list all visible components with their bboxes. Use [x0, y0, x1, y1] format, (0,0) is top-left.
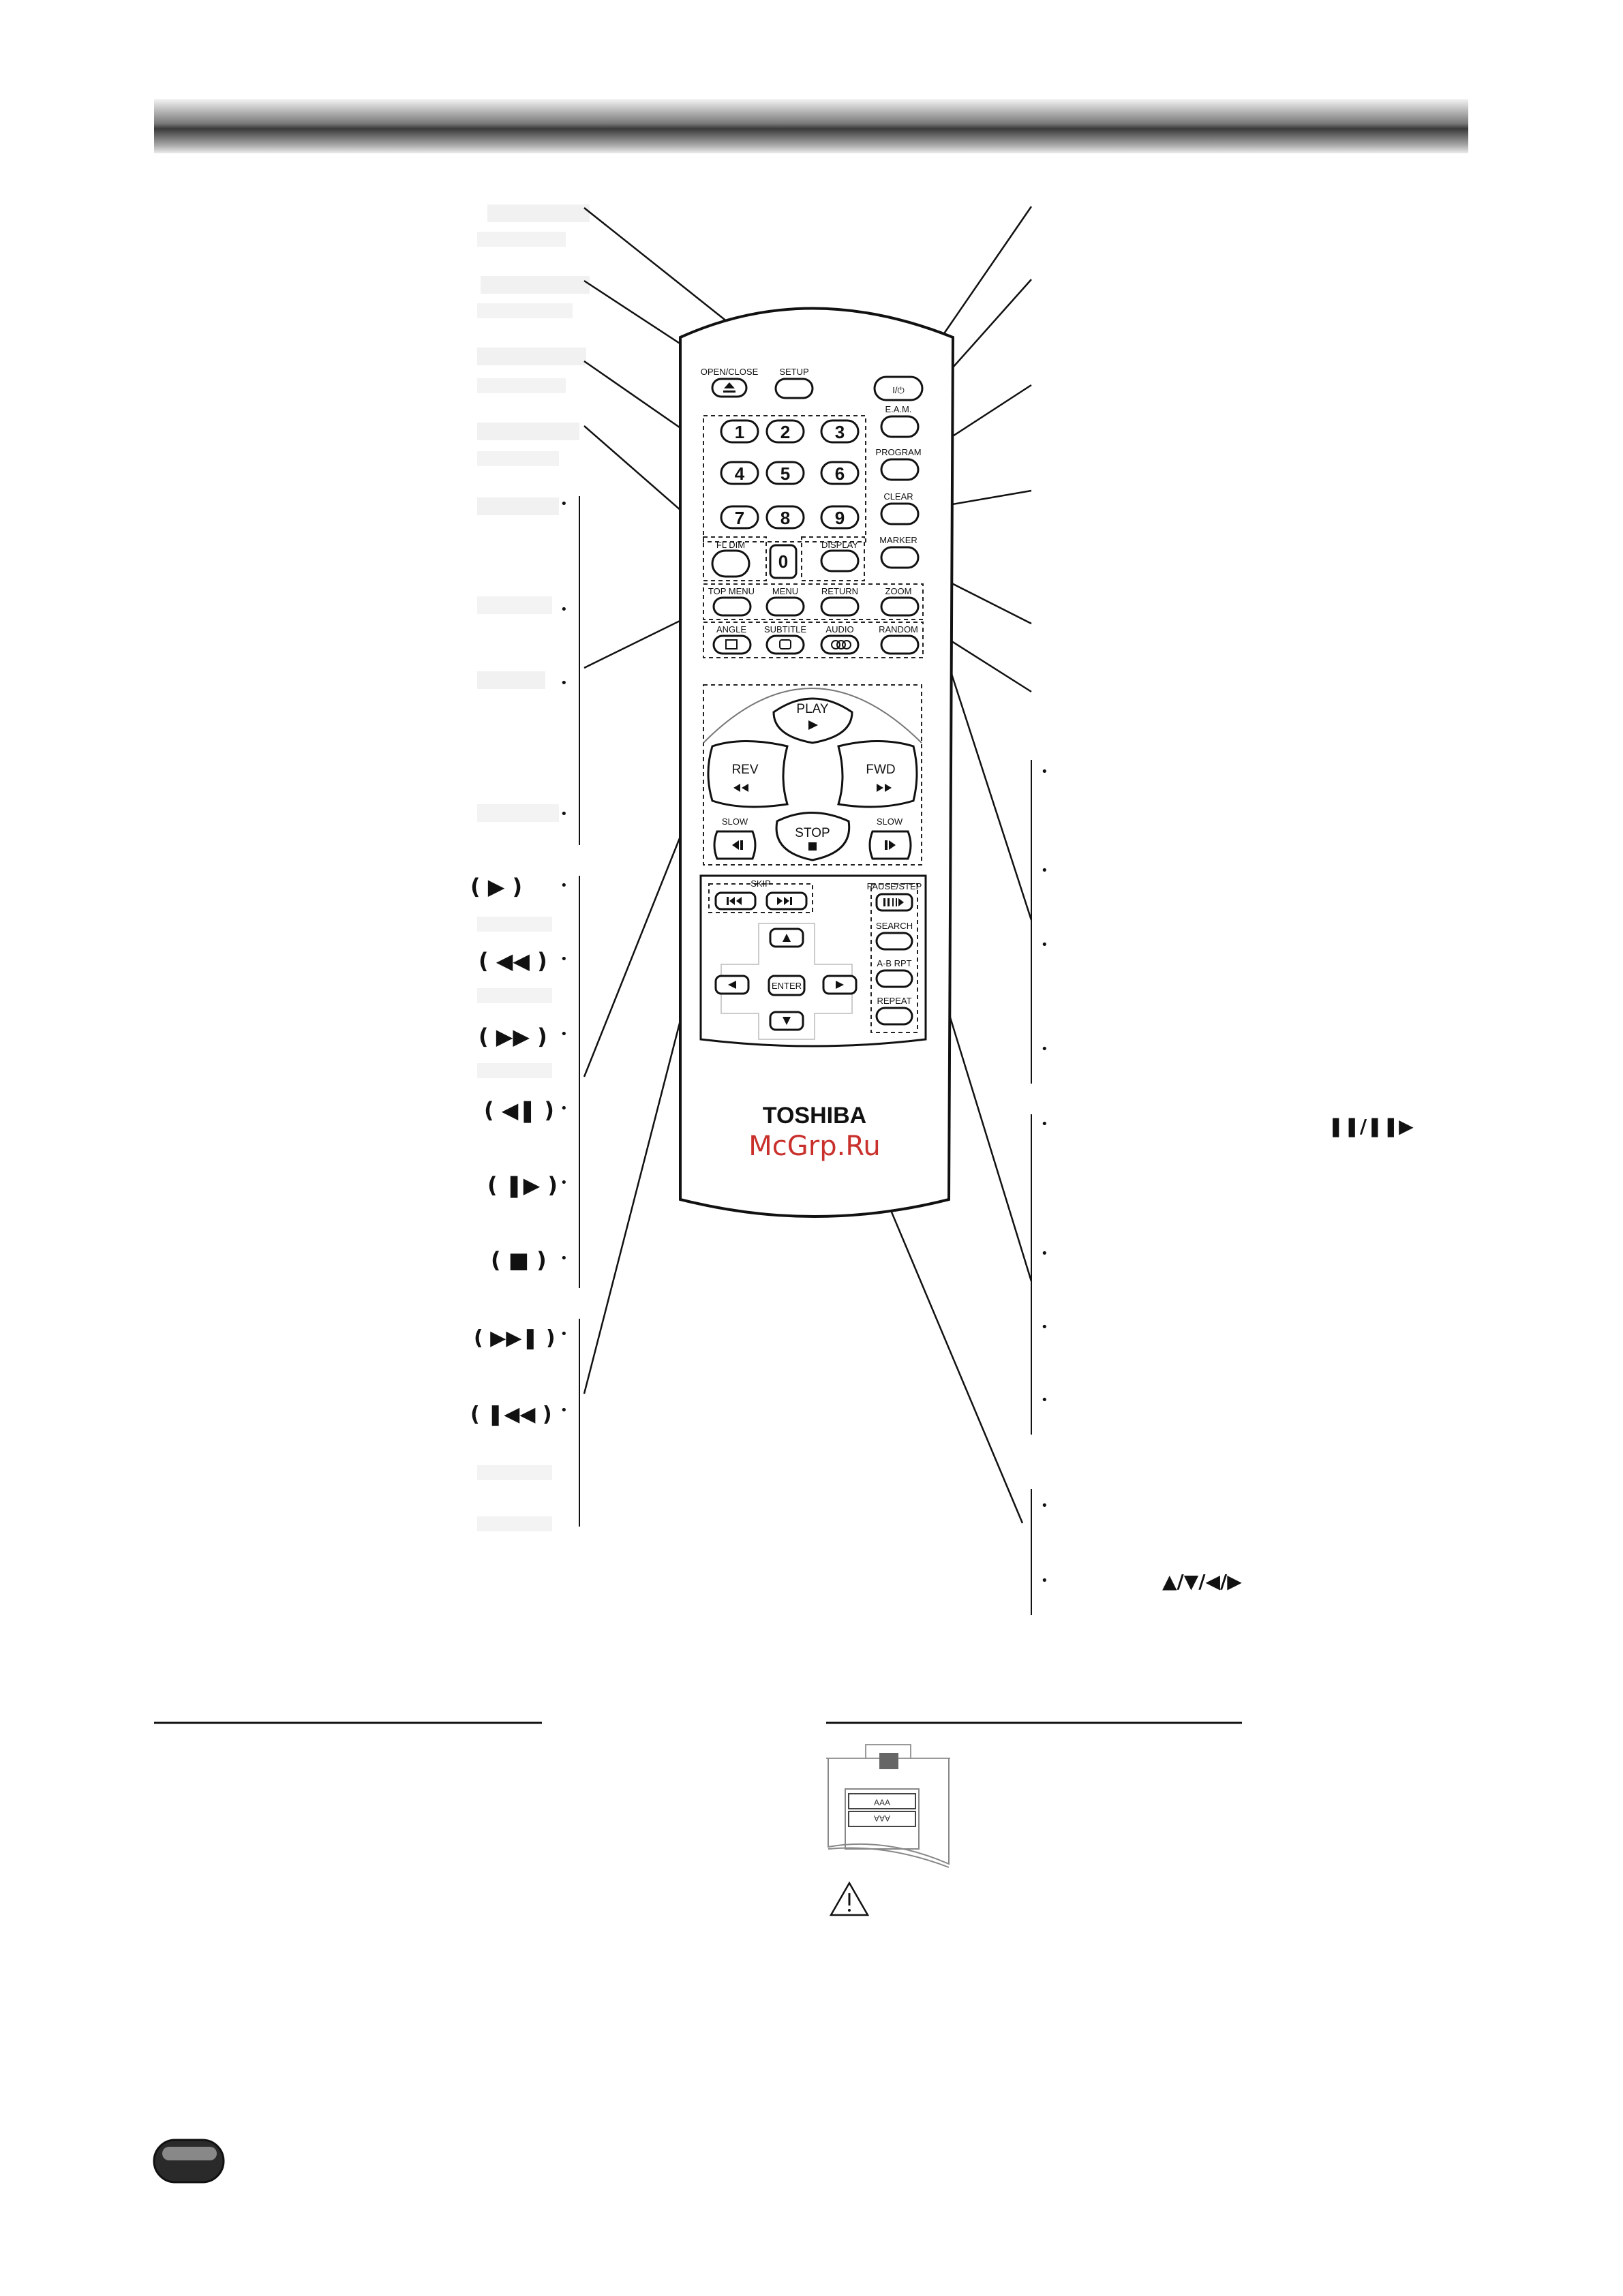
setup-label: SETUP	[779, 367, 809, 377]
bullet: •	[1041, 1246, 1048, 1261]
bullet: •	[1041, 1393, 1048, 1407]
digit-4-label: 4	[734, 463, 745, 484]
top-menu-button[interactable]	[714, 598, 750, 615]
random-button[interactable]	[881, 636, 918, 654]
stop-label: STOP	[795, 826, 830, 840]
pause-step-label: PAUSE/STEP	[866, 881, 922, 891]
digit-1-label: 1	[734, 422, 745, 442]
clear-label: CLEAR	[883, 491, 913, 502]
bullet: •	[1041, 1574, 1048, 1588]
digit-3-label: 3	[834, 422, 845, 442]
left-bullets	[560, 497, 568, 1418]
pause-step-button[interactable]	[877, 894, 912, 910]
bullet: •	[1041, 1499, 1048, 1513]
search-label: SEARCH	[875, 921, 913, 931]
rev-symbol: ( ◀◀ )	[479, 948, 547, 974]
subtitle-button[interactable]	[767, 636, 804, 654]
zoom-label: ZOOM	[885, 586, 912, 596]
ab-rpt-label: A-B RPT	[877, 958, 912, 968]
random-label: RANDOM	[879, 624, 918, 634]
enter-label: ENTER	[771, 981, 802, 991]
right-bullets	[1041, 765, 1048, 1588]
slow-rev-symbol: ( ◀❚ )	[484, 1097, 554, 1123]
angle-label: ANGLE	[716, 624, 747, 634]
angle-button[interactable]	[714, 636, 750, 654]
skip-back-symbol: ( ❚◀◀ )	[470, 1403, 552, 1426]
zoom-button[interactable]	[881, 598, 918, 615]
menu-label: MENU	[772, 586, 799, 596]
pause-step-symbol: ❚❚/❚❚▶	[1328, 1115, 1414, 1137]
search-button[interactable]	[877, 933, 912, 949]
menu-button[interactable]	[767, 598, 804, 615]
bullet: •	[560, 602, 568, 617]
stop-symbol: ( ■ )	[491, 1247, 547, 1273]
skip-back-button[interactable]	[716, 893, 755, 909]
bullet: •	[560, 807, 568, 821]
bullet: •	[560, 1101, 568, 1116]
slow-right-label: SLOW	[876, 816, 903, 827]
bullet: •	[1041, 1117, 1048, 1131]
bullet: •	[560, 1327, 568, 1341]
warning-icon	[831, 1883, 868, 1915]
slow-fwd-symbol: ( ❚▶ )	[487, 1172, 558, 1198]
bullet: •	[1041, 1042, 1048, 1056]
bullet: •	[560, 952, 568, 966]
subtitle-label: SUBTITLE	[763, 624, 807, 634]
battery-illustration	[826, 1745, 950, 1867]
battery-label-2: AAA	[873, 1813, 891, 1823]
bullet: •	[1041, 765, 1048, 779]
digit-7-label: 7	[734, 508, 745, 528]
setup-button[interactable]	[776, 379, 813, 398]
top-menu-label: TOP MENU	[708, 586, 755, 596]
remote-control	[680, 309, 953, 1217]
skip-label: SKIP	[750, 878, 771, 889]
digit-0-label: 0	[778, 551, 789, 572]
power-icon: I/⏻	[892, 385, 905, 395]
marker-button[interactable]	[881, 547, 918, 568]
return-button[interactable]	[821, 598, 858, 615]
play-label: PLAY	[796, 702, 829, 716]
number-pad	[721, 420, 858, 528]
repeat-label: REPEAT	[877, 996, 912, 1006]
skip-fwd-symbol: ( ▶▶❚ )	[474, 1326, 556, 1350]
fwd-label: FWD	[866, 763, 896, 777]
ab-rpt-button[interactable]	[877, 970, 912, 987]
eam-label: E.A.M.	[885, 404, 912, 414]
open-close-label: OPEN/CLOSE	[700, 367, 759, 377]
slow-left-label: SLOW	[721, 816, 748, 827]
page-number-tab	[154, 2140, 224, 2182]
bullet: •	[560, 676, 568, 690]
digit-8-label: 8	[780, 508, 791, 528]
bullet: •	[560, 1251, 568, 1266]
display-label: DISPLAY	[821, 540, 858, 550]
fwd-symbol: ( ▶▶ )	[479, 1024, 547, 1050]
rev-label: REV	[731, 763, 759, 777]
digit-5-label: 5	[780, 463, 791, 484]
battery-label-1: AAA	[873, 1798, 891, 1807]
bullet: •	[1041, 863, 1048, 878]
fl-dim-label: FL DIM	[716, 540, 746, 550]
bullet: •	[1041, 1320, 1048, 1334]
program-button[interactable]	[881, 459, 918, 480]
bullet: •	[560, 878, 568, 893]
bullet: •	[560, 497, 568, 511]
bullet: •	[560, 1027, 568, 1041]
digit-9-label: 9	[834, 508, 845, 528]
arrows-symbol: ▲/▼/◀/▶	[1162, 1570, 1242, 1593]
bullet: •	[560, 1176, 568, 1190]
fl-dim-button[interactable]	[712, 551, 749, 577]
return-label: RETURN	[821, 586, 859, 596]
bullet: •	[560, 1403, 568, 1418]
program-label: PROGRAM	[875, 447, 922, 457]
eam-button[interactable]	[881, 416, 918, 437]
watermark: McGrp.Ru	[748, 1131, 881, 1162]
audio-label: AUDIO	[825, 624, 854, 634]
play-symbol: ( ▶ )	[470, 874, 523, 900]
stop-icon	[808, 842, 817, 851]
marker-label: MARKER	[879, 535, 917, 545]
digit-2-label: 2	[780, 422, 791, 442]
digit-6-label: 6	[834, 463, 845, 484]
brand-logo: TOSHIBA	[762, 1103, 867, 1129]
bullet: •	[1041, 938, 1048, 952]
display-button[interactable]	[821, 551, 858, 571]
left-symbols	[470, 874, 558, 1426]
clear-button[interactable]	[881, 504, 918, 524]
repeat-button[interactable]	[877, 1008, 912, 1024]
